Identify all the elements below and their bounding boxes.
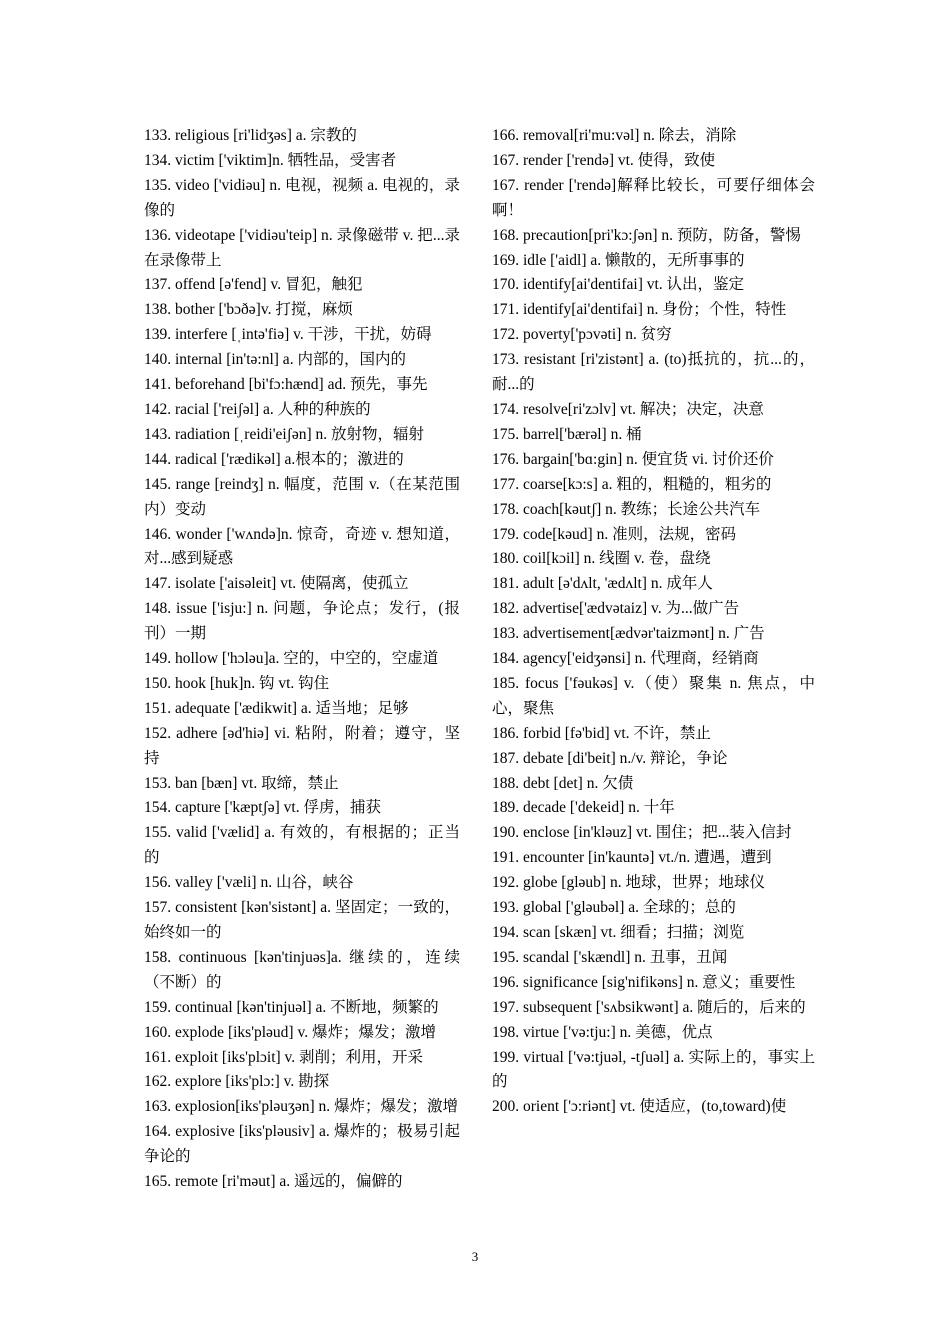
vocab-entry: 149. hollow ['hɔləu]a. 空的，中空的，空虚道 bbox=[144, 650, 439, 668]
vocab-entry: 164. explosive [iks'pləusiv] a. 爆炸的；极易引起争论的 bbox=[144, 1123, 460, 1166]
vocab-entry: 193. global ['gləubəl] a. 全球的；总的 bbox=[492, 899, 736, 917]
vocab-entry: 151. adequate ['ædikwit] a. 适当地；足够 bbox=[144, 699, 409, 717]
vocab-entry: 136. videotape ['vidiəu'teip] n. 录像磁带 v. 把...录在录像带上 bbox=[144, 226, 460, 269]
vocab-entry: 183. advertisement[ædvər'taizmənt] n. 广告 bbox=[492, 625, 765, 643]
vocab-entry: 177. coarse[kɔ:s] a. 粗的，粗糙的，粗劣的 bbox=[492, 475, 772, 493]
vocab-entry: 134. victim ['viktim]n. 牺牲品，受害者 bbox=[144, 151, 397, 169]
vocab-entry: 166. removal[ri'mu:vəl] n. 除去，消除 bbox=[492, 127, 737, 144]
vocab-entry: 194. scan [skæn] vt. 细看；扫描；浏览 bbox=[492, 924, 745, 941]
vocab-entry: 187. debate [di'beit] n./v. 辩论，争论 bbox=[492, 749, 728, 767]
vocab-entry: 142. racial ['reiʃəl] a. 人种的种族的 bbox=[144, 400, 371, 418]
vocab-entry: 153. ban [bæn] vt. 取缔，禁止 bbox=[144, 774, 339, 792]
vocab-entry: 156. valley ['væli] n. 山谷，峡谷 bbox=[144, 874, 354, 892]
vocab-entry: 184. agency['eidʒənsi] n. 代理商，经销商 bbox=[492, 650, 759, 668]
vocab-entry: 158. continuous [kən'tinjuəs]a. 继续的，连续（不断）的 bbox=[144, 948, 460, 991]
vocab-entry: 139. interfere [ˌintə'fiə] v. 干涉，干扰，妨碍 bbox=[144, 326, 432, 344]
vocab-entry: 175. barrel['bærəl] n. 桶 bbox=[492, 425, 642, 443]
vocab-entry: 163. explosion[iks'pləuʒən] n. 爆炸；爆发；激增 bbox=[144, 1098, 459, 1116]
vocab-entry: 169. idle ['aidl] a. 懒散的，无所事事的 bbox=[492, 251, 745, 269]
page-number: 3 bbox=[471, 1249, 479, 1264]
vocab-entry: 157. consistent [kən'sistənt] a. 坚固定；一致的，始终如一的 bbox=[144, 899, 460, 941]
vocab-entry: 150. hook [huk]n. 钩 vt. 钩住 bbox=[144, 674, 330, 692]
vocab-entry: 145. range [reindʒ] n. 幅度，范围 v.（在某范围内）变动 bbox=[144, 475, 460, 518]
vocab-entry: 196. significance [sig'nifikəns] n. 意义；重要性 bbox=[492, 973, 796, 991]
vocab-entry: 165. remote [ri'məut] a. 遥远的，偏僻的 bbox=[144, 1173, 403, 1191]
vocab-entry: 141. beforehand [bi'fɔ:hænd] ad. 预先，事先 bbox=[144, 376, 428, 394]
vocab-entry: 173. resistant [ri'zistənt] a. (to)抵抗的，抗...的，耐...的 bbox=[492, 351, 815, 394]
vocab-entry: 140. internal [in'tə:nl] a. 内部的，国内的 bbox=[144, 351, 406, 369]
vocab-entry: 178. coach[kəutʃ] n. 教练；长途公共汽车 bbox=[492, 500, 761, 518]
vocab-entry: 200. orient ['ɔ:riənt] vt. 使适应，(to,toward)使 bbox=[492, 1098, 787, 1116]
vocab-entry: 155. valid ['vælid] a. 有效的，有根据的；正当的 bbox=[144, 824, 460, 867]
vocab-entry: 135. video ['vidiəu] n. 电视，视频 a. 电视的，录像的 bbox=[144, 176, 460, 219]
vocab-entry: 144. radical ['rædikəl] a.根本的；激进的 bbox=[144, 450, 404, 468]
vocab-entry: 167. render ['rendə]解释比较长，可要仔细体会啊！ bbox=[492, 176, 815, 219]
vocab-entry: 191. encounter [in'kauntə] vt./n. 遭遇，遭到 bbox=[492, 849, 772, 867]
vocab-entry: 198. virtue ['və:tju:] n. 美德，优点 bbox=[492, 1023, 713, 1041]
vocab-entry: 190. enclose [in'kləuz] vt. 围住；把...装入信封 bbox=[492, 824, 792, 842]
vocab-entry: 189. decade ['dekeid] n. 十年 bbox=[492, 799, 675, 817]
vocab-entry: 176. bargain['bɑ:gin] n. 便宜货 vi. 讨价还价 bbox=[492, 450, 774, 468]
vocab-entry: 174. resolve[ri'zɔlv] vt. 解决；决定，决意 bbox=[492, 400, 764, 418]
vocab-entry: 179. code[kəud] n. 准则，法规，密码 bbox=[492, 525, 737, 543]
vocab-entry: 147. isolate ['aisəleit] vt. 使隔离，使孤立 bbox=[144, 575, 409, 593]
vocab-entry: 148. issue ['isju:] n. 问题，争论点；发行，(报刊）一期 bbox=[144, 600, 460, 643]
vocab-entry: 159. continual [kən'tinjuəl] a. 不断地，频繁的 bbox=[144, 998, 439, 1016]
vocab-entry: 160. explode [iks'pləud] v. 爆炸；爆发；激增 bbox=[144, 1023, 436, 1041]
vocab-entry: 167. render ['rendə] vt. 使得，致使 bbox=[492, 151, 716, 169]
vocab-entry: 172. poverty['pɔvəti] n. 贫穷 bbox=[492, 326, 672, 344]
vocab-entry: 188. debt [det] n. 欠债 bbox=[492, 774, 634, 792]
vocab-entry: 137. offend [ə'fend] v. 冒犯，触犯 bbox=[144, 276, 363, 294]
vocab-entry: 192. globe [gləub] n. 地球，世界；地球仪 bbox=[492, 874, 765, 892]
vocab-entry: 185. focus ['fəukəs] v.（使）聚集 n. 焦点，中心，聚焦 bbox=[492, 674, 815, 717]
vocab-entry: 199. virtual ['və:tjuəl, -tʃuəl] a. 实际上的，事实上的 bbox=[492, 1048, 815, 1091]
vocab-entry: 186. forbid [fə'bid] vt. 不许，禁止 bbox=[492, 724, 711, 742]
vocab-entry: 197. subsequent ['sʌbsikwənt] a. 随后的，后来的 bbox=[492, 998, 806, 1016]
vocab-entry: 168. precaution[pri'kɔ:ʃən] n. 预防，防备，警惕 bbox=[492, 226, 801, 244]
left-column bbox=[144, 124, 460, 1195]
vocab-entry: 180. coil[kɔil] n. 线圈 v. 卷，盘绕 bbox=[492, 550, 711, 568]
vocab-entry: 162. explore [iks'plɔ:] v. 勘探 bbox=[144, 1073, 330, 1091]
vocab-entry: 171. identify[ai'dentifai] n. 身份；个性，特性 bbox=[492, 301, 787, 319]
vocab-entry: 146. wonder ['wʌndə]n. 惊奇，奇迹 v. 想知道，对...感到疑惑 bbox=[144, 525, 460, 568]
vocab-entry: 152. adhere [əd'hiə] vi. 粘附，附着；遵守，坚持 bbox=[144, 724, 460, 767]
vocab-entry: 182. advertise['ædvətaiz] v. 为...做广告 bbox=[492, 600, 740, 618]
vocab-entry: 138. bother ['bɔðə]v. 打搅，麻烦 bbox=[144, 301, 353, 319]
vocab-entry: 161. exploit [iks'plɔit] v. 剥削；利用，开采 bbox=[144, 1048, 424, 1066]
vocab-entry: 170. identify[ai'dentifai] vt. 认出，鉴定 bbox=[492, 276, 745, 294]
vocab-entry: 195. scandal ['skændl] n. 丑事，丑闻 bbox=[492, 948, 728, 966]
vocab-entry: 133. religious [ri'lidʒəs] a. 宗教的 bbox=[144, 127, 357, 144]
vocab-entry: 143. radiation [ˌreidi'eiʃən] n. 放射物，辐射 bbox=[144, 425, 424, 443]
right-column bbox=[492, 124, 815, 1120]
vocab-entry: 154. capture ['kæptʃə] vt. 俘虏，捕获 bbox=[144, 799, 381, 817]
vocab-entry: 181. adult [ə'dʌlt, 'ædʌlt] n. 成年人 bbox=[492, 575, 713, 593]
